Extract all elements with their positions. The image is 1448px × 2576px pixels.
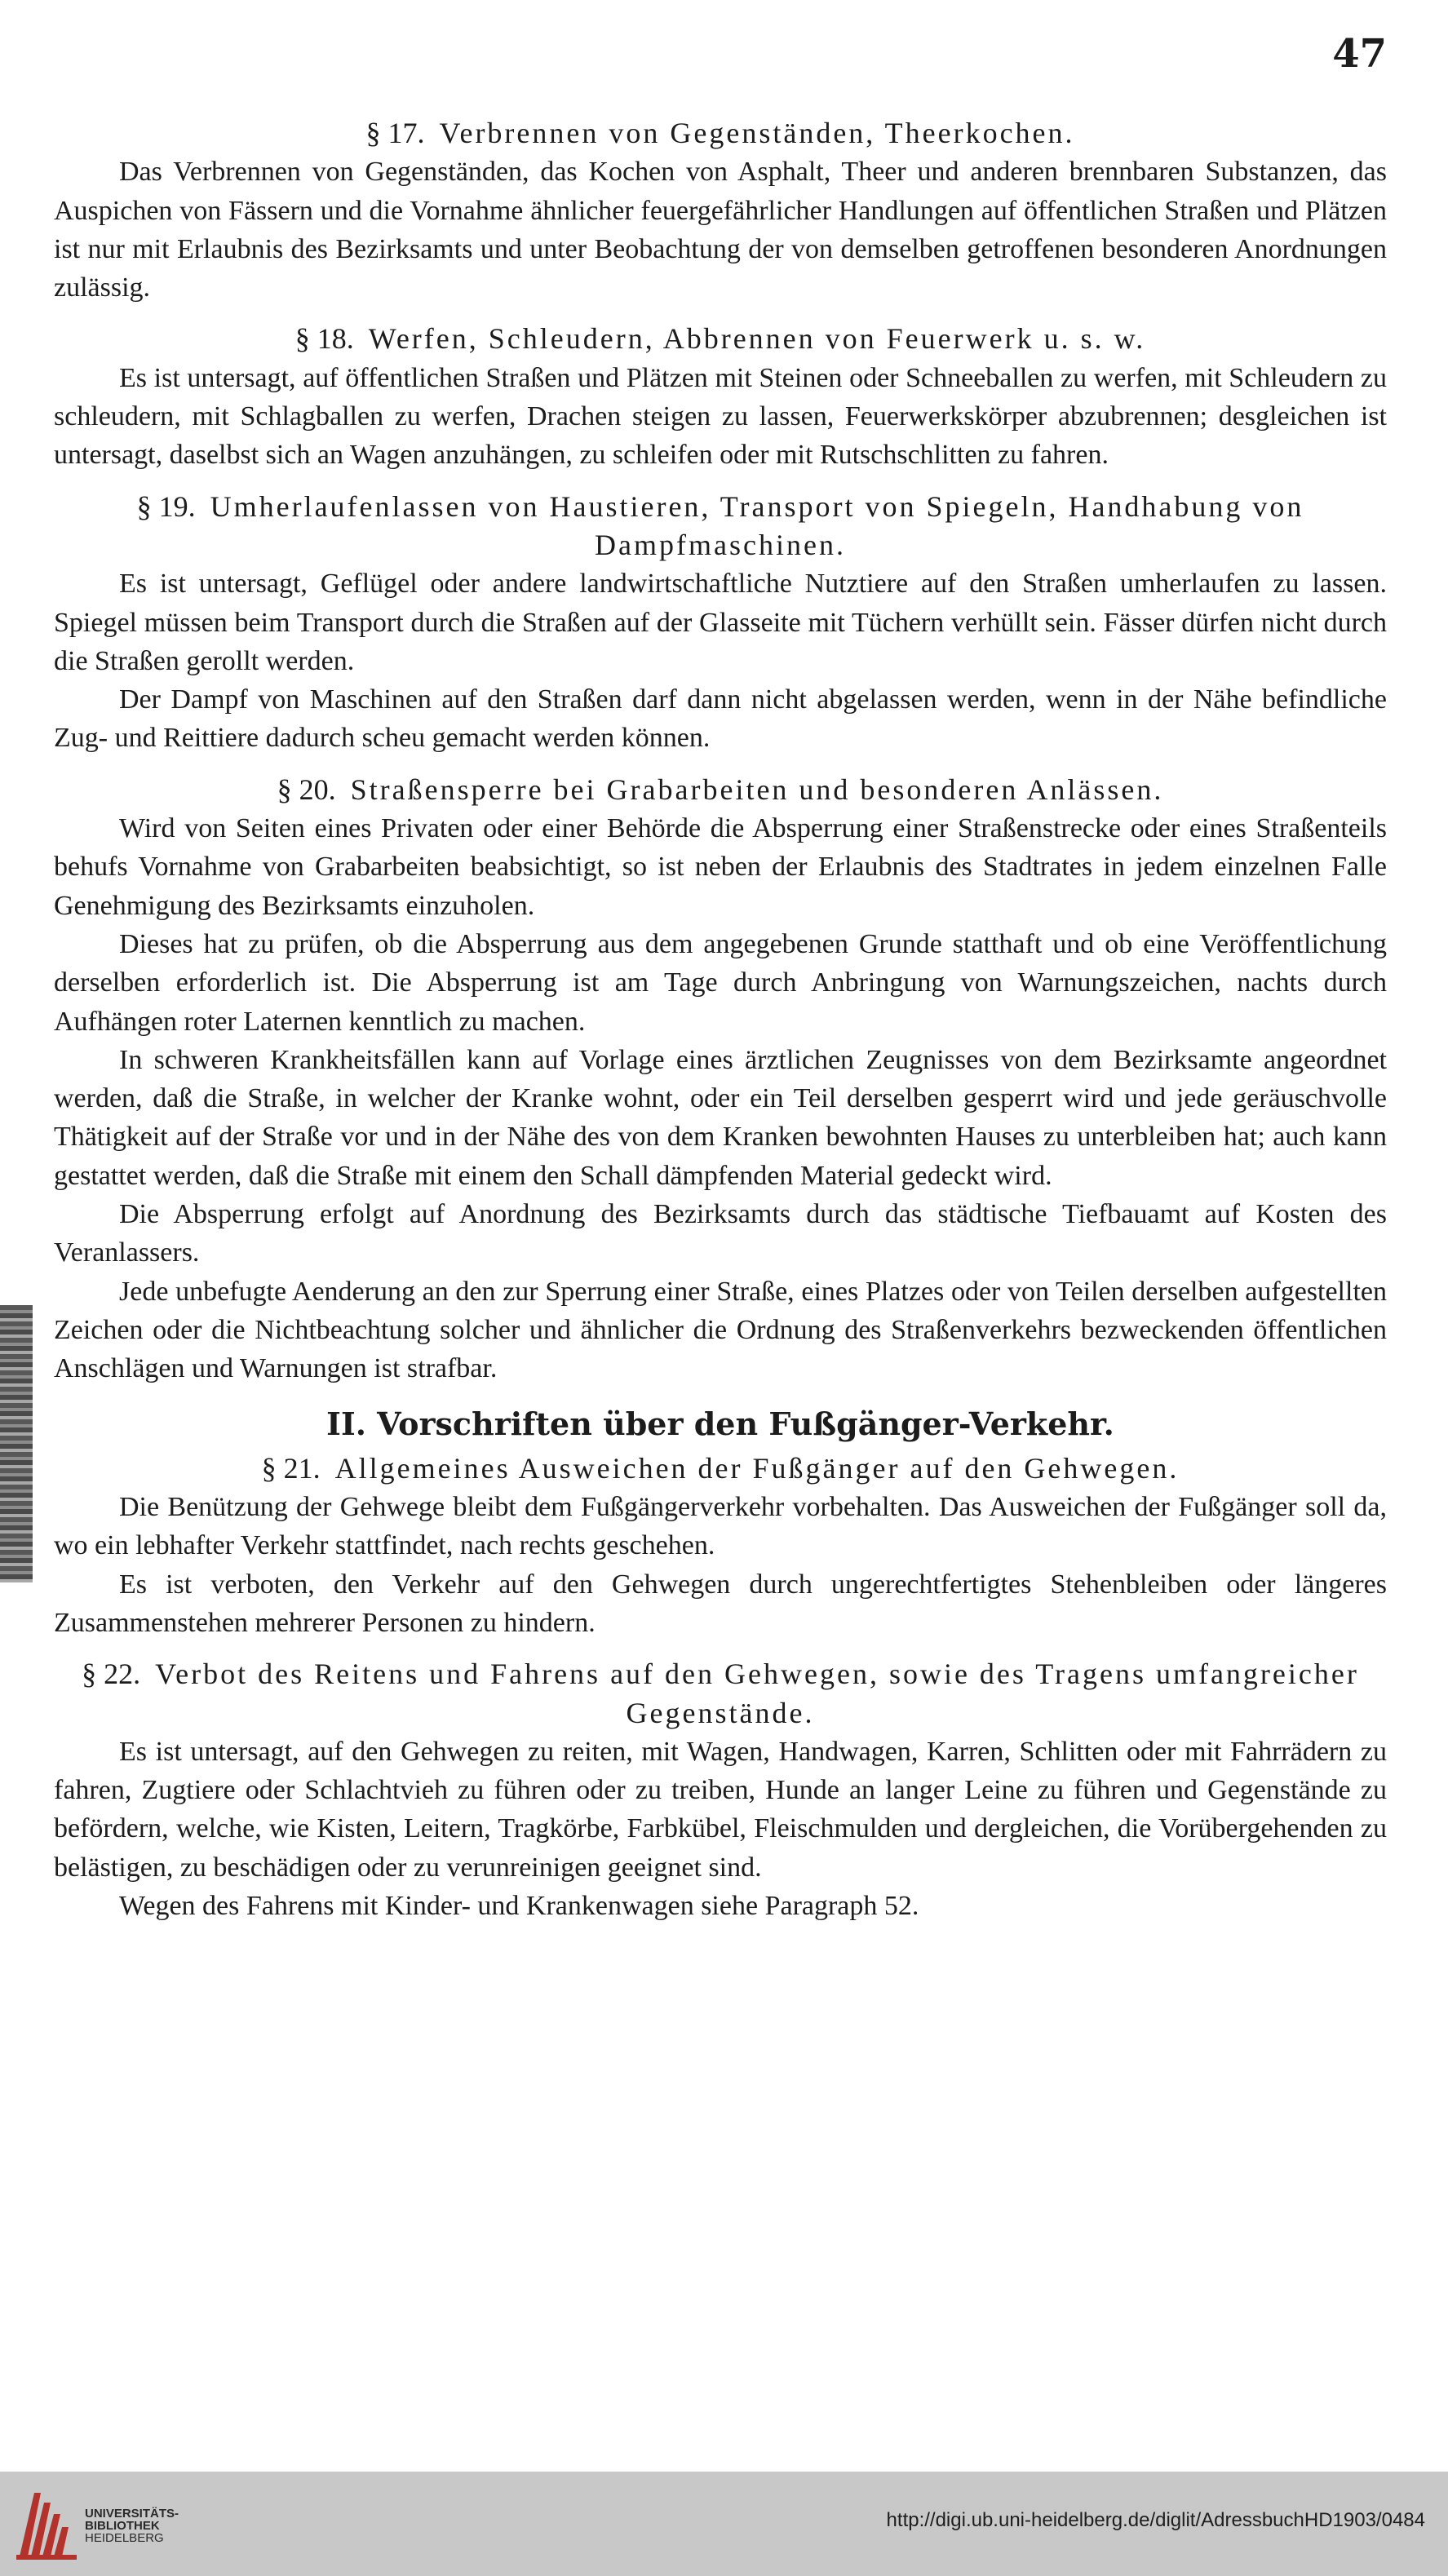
section-heading (54, 488, 1387, 565)
chapter-heading: II. Vorschriften über den Fußgänger-Verkehr. (326, 1405, 1114, 1442)
paragraph: Es ist untersagt, Geflügel oder andere landwirtschaftliche Nutztiere auf den Straßen umherlaufen zu lassen. Spiegel müssen beim Transport durch die Straßen auf der Glasseite mit Tüchern verhüllt sein. Fässer dürfen nicht durch die Straßen gerollt werden. (54, 569, 1387, 676)
page-number: 47 (1332, 31, 1387, 77)
section-heading (54, 114, 1387, 153)
section-title: Allgemeines Ausweichen der Fußgänger auf den Gehwegen. (334, 1451, 1180, 1485)
paragraph: Die Absperrung erfolgt auf Anordnung des Bezirksamts durch das städtische Tiefbauamt auf Kosten des Veranlassers. (54, 1199, 1387, 1268)
section-title: Verbrennen von Gegenständen, Theerkochen. (439, 117, 1075, 149)
paragraph: In schweren Krankheitsfällen kann auf Vorlage eines ärztlichen Zeugnisses von dem Bezirksamte angeordnet werden, daß die Straße, in welcher der Kranke wohnt, oder ein Teil derselben gesperrt wird und jede geräuschvolle Thätigkeit auf der Straße vor und in der Nähe des von dem Kranken bewohnten Hauses zu unterbleiben hat; auch kann gestattet werden, daß die Straße mit einem den Schall dämpfenden Material gedeckt wird. (54, 1044, 1387, 1191)
paragraph: Wegen des Fahrens mit Kinder- und Krankenwagen siehe Paragraph 52. (119, 1891, 919, 1922)
section-number: § 20. (277, 772, 336, 806)
paragraph: Jede unbefugte Aenderung an den zur Sperrung einer Straße, eines Platzes oder von Teilen derselben aufgestellten Zeichen oder die Nichtbeachtung solcher und ähnlicher die Ordnung des Straßenverkehrs bezweckenden öffentlichen Anschlägen und Warnungen ist strafbar. (54, 1276, 1387, 1384)
paragraph: Es ist verboten, den Verkehr auf den Gehwegen durch ungerechtfertigtes Stehenbleiben oder längeres Zusammenstehen mehrerer Personen zu hindern. (54, 1569, 1387, 1638)
paragraph: Das Verbrennen von Gegenständen, das Kochen von Asphalt, Theer und anderen brennbaren Substanzen, das Auspichen von Fässern und die Vornahme ähnlicher feuergefährlicher Handlungen auf öffentlichen Straßen und Plätzen ist nur mit Erlaubnis des Bezirksamts und unter Beobachtung der von demselben getroffenen besonderen Anordnungen zulässig. (54, 157, 1387, 303)
paragraph: Dieses hat zu prüfen, ob die Absperrung aus dem angegebenen Grunde statthaft und ob eine Veröffentlichung derselben erforderlich ist. Die Absperrung ist am Tage durch Anbringung von Warnungszeichen, nachts durch Aufhängen roter Laternen kenntlich zu machen. (54, 928, 1387, 1037)
university-library-logo-icon (11, 2486, 85, 2561)
library-name (85, 2507, 179, 2544)
paragraph: Wird von Seiten eines Privaten oder einer Behörde die Absperrung einer Straßenstrecke oder eines Straßenteils behufs Vornahme von Grabarbeiten beabsichtigt, so ist neben der Erlaubnis des Stadtrates in jedem einzelnen Falle Genehmigung des Bezirksamts einzuholen. (54, 813, 1387, 921)
section-21 (54, 1450, 1387, 1642)
section-number: § 19. (136, 489, 196, 523)
paragraph: Es ist untersagt, auf öffentlichen Straßen und Plätzen mit Steinen oder Schneeballen zu werfen, mit Schleudern zu schleudern, mit Schlagballen zu werfen, Drachen steigen zu lassen, Feuerwerkskörper abzubrennen; desgleichen ist untersagt, daselbst sich an Wagen anzuhängen, zu schleifen oder mit Rutschschlitten zu fahren. (54, 362, 1387, 471)
section-heading (54, 771, 1387, 809)
margin-scan-artifact (0, 1305, 33, 1582)
section-title: Umherlaufenlassen von Haustieren, Transport von Spiegeln, Handhabung von Dampfmaschinen. (210, 489, 1304, 561)
text-area (54, 114, 1387, 1925)
section-22 (54, 1655, 1387, 1925)
section-number: § 21. (261, 1451, 321, 1485)
paragraph: Der Dampf von Maschinen auf den Straßen darf dann nicht abgelassen werden, wenn in der Nähe befindliche Zug- und Reittiere dadurch scheu gemacht werden können. (54, 684, 1387, 754)
section-heading (54, 320, 1387, 358)
section-number: § 17. (365, 117, 425, 149)
paragraph: Es ist untersagt, auf den Gehwegen zu reiten, mit Wagen, Handwagen, Karren, Schlitten oder mit Fahrrädern zu fahren, Zugtiere oder Schlachtvieh zu führen oder zu treiben, Hunde an langer Leine zu führen und Gegenstände zu befördern, welche, wie Kisten, Leitern, Tragkörbe, Farbkübel, Fleischmulden und dergleichen, die Vorübergehenden zu belästigen, zu beschädigen oder zu verunreinigen geeignet sind. (54, 1736, 1387, 1883)
paragraph: Die Benützung der Gehwege bleibt dem Fußgängerverkehr vorbehalten. Das Ausweichen der Fußgänger soll da, wo ein lebhafter Verkehr stattfindet, nach rechts geschehen. (54, 1492, 1387, 1561)
section-title: Straßensperre bei Grabarbeiten und besonderen Anlässen. (350, 772, 1164, 806)
section-heading (54, 1450, 1387, 1488)
section-title: Verbot des Reitens und Fahrens auf den Gehwegen, sowie des Tragens umfangreicher Gegenstände. (155, 1658, 1359, 1729)
section-18 (54, 320, 1387, 474)
library-name-line: BIBLIOTHEK (85, 2519, 160, 2533)
section-title: Werfen, Schleudern, Abbrennen von Feuerwerk u. s. w. (368, 322, 1146, 356)
section-heading (54, 1655, 1387, 1733)
section-19 (54, 488, 1387, 758)
section-17 (54, 114, 1387, 307)
source-url-link[interactable]: http://digi.ub.uni-heidelberg.de/diglit/AdressbuchHD1903/0484 (886, 2509, 1425, 2531)
section-20 (54, 771, 1387, 1388)
digitization-footer (0, 2472, 1448, 2576)
section-number: § 18. (294, 322, 354, 356)
library-name-line: HEIDELBERG (85, 2531, 164, 2545)
section-number: § 22. (82, 1658, 141, 1691)
library-name-line: UNIVERSITÄTS- (85, 2507, 179, 2521)
